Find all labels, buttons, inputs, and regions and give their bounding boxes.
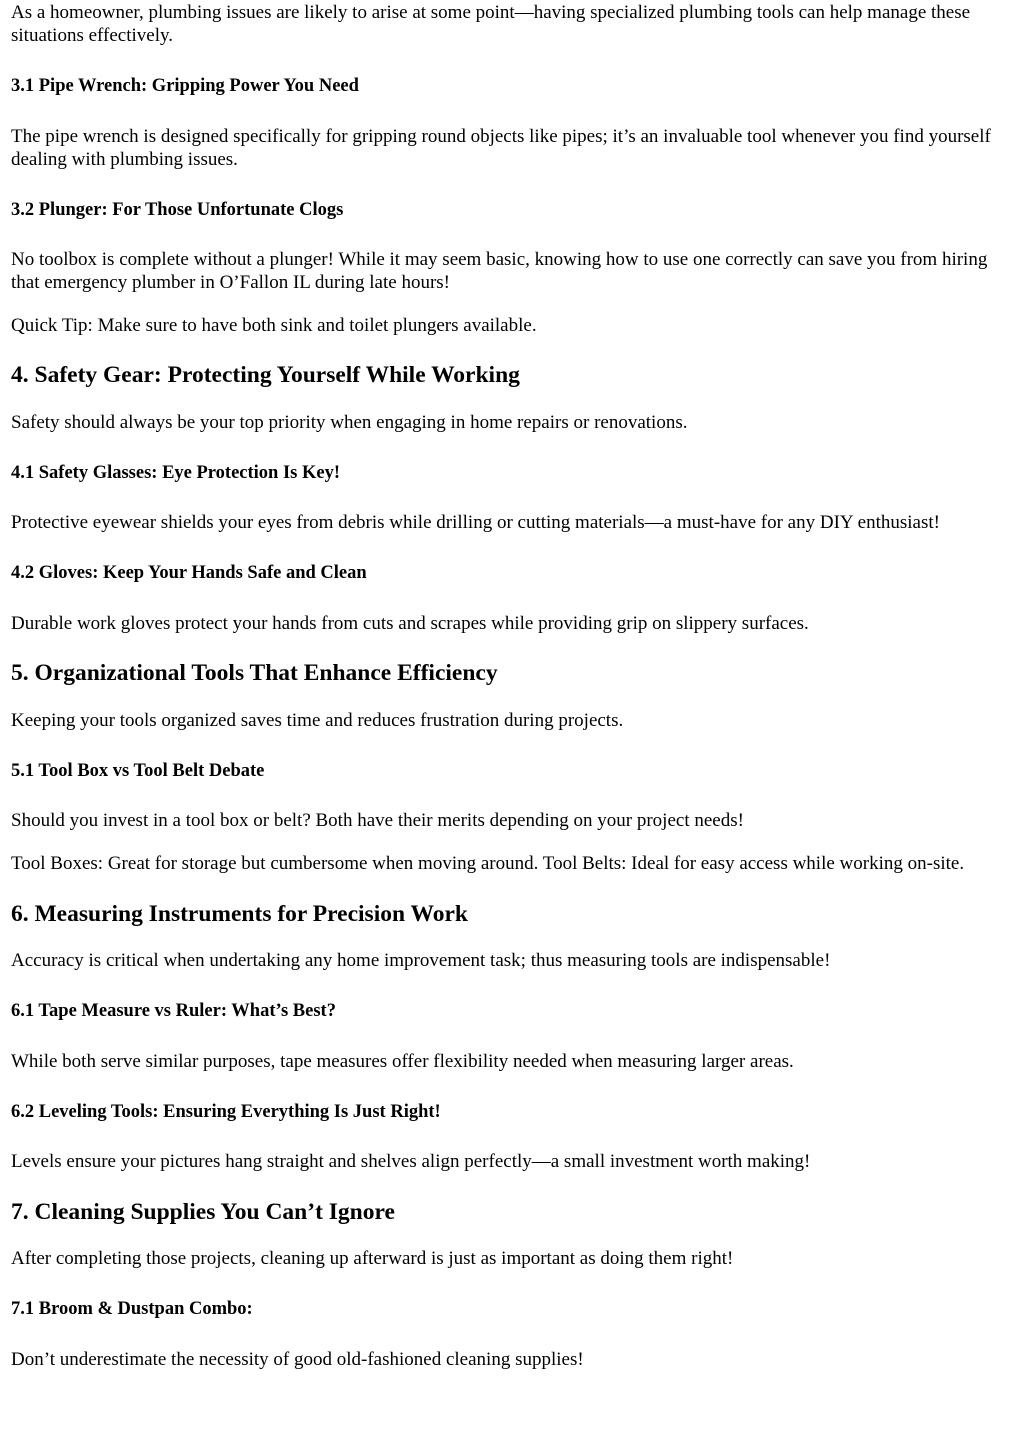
paragraph-safety-gear: Safety should always be your top priority when engaging in home repairs or renovations.: [11, 412, 688, 433]
paragraph-safety-glasses: Protective eyewear shields your eyes from debris while drilling or cutting materials—a must-have for any DIY enthusiast!: [11, 512, 940, 533]
heading-plunger: 3.2 Plunger: For Those Unfortunate Clogs: [11, 200, 344, 220]
heading-safety-gear: 4. Safety Gear: Protecting Yourself While Working: [11, 362, 520, 388]
paragraph-pipe-wrench: The pipe wrench is designed specifically for gripping round objects like pipes; it’s an invaluable tool whenever you find yourself dealing with plumbing issues.: [11, 126, 991, 170]
paragraph-organizational-tools: Keeping your tools organized saves time and reduces frustration during projects.: [11, 710, 624, 731]
heading-measuring-instruments: 6. Measuring Instruments for Precision Work: [11, 901, 468, 927]
paragraph-measuring-instruments: Accuracy is critical when undertaking any home improvement task; thus measuring tools are indispensable!: [11, 950, 831, 971]
article-body: [11, 0, 1014, 1371]
paragraph-tool-comparison: Tool Boxes: Great for storage but cumbersome when moving around. Tool Belts: Ideal for easy access while working on-site.: [11, 853, 965, 874]
paragraph-broom-dustpan: Don’t underestimate the necessity of good old-fashioned cleaning supplies!: [11, 1349, 584, 1370]
heading-leveling-tools: 6.2 Leveling Tools: Ensuring Everything Is Just Right!: [11, 1102, 441, 1122]
heading-tape-measure: 6.1 Tape Measure vs Ruler: What’s Best?: [11, 1001, 336, 1021]
paragraph-plunger-tip: Quick Tip: Make sure to have both sink and toilet plungers available.: [11, 315, 537, 336]
heading-cleaning-supplies: 7. Cleaning Supplies You Can’t Ignore: [11, 1199, 395, 1225]
intro-paragraph: As a homeowner, plumbing issues are likely to arise at some point—having specialized plumbing tools can help manage these situations effectively.: [11, 2, 971, 46]
heading-pipe-wrench: 3.1 Pipe Wrench: Gripping Power You Need: [11, 76, 359, 96]
paragraph-cleaning-supplies: After completing those projects, cleaning up afterward is just as important as doing them right!: [11, 1248, 734, 1269]
heading-broom-dustpan: 7.1 Broom & Dustpan Combo:: [11, 1299, 253, 1319]
paragraph-plunger: No toolbox is complete without a plunger! While it may seem basic, knowing how to use one correctly can save you from hiring that emergency plumber in O’Fallon IL during late hours!: [11, 249, 988, 293]
heading-gloves: 4.2 Gloves: Keep Your Hands Safe and Clean: [11, 563, 367, 583]
heading-tool-box-vs-belt: 5.1 Tool Box vs Tool Belt Debate: [11, 761, 265, 781]
paragraph-tool-box-vs-belt: Should you invest in a tool box or belt? Both have their merits depending on your project needs!: [11, 810, 744, 831]
paragraph-gloves: Durable work gloves protect your hands from cuts and scrapes while providing grip on slippery surfaces.: [11, 613, 809, 634]
heading-organizational-tools: 5. Organizational Tools That Enhance Efficiency: [11, 660, 498, 686]
paragraph-tape-measure: While both serve similar purposes, tape measures offer flexibility needed when measuring larger areas.: [11, 1051, 794, 1072]
heading-safety-glasses: 4.1 Safety Glasses: Eye Protection Is Key!: [11, 463, 341, 483]
paragraph-leveling-tools: Levels ensure your pictures hang straight and shelves align perfectly—a small investment worth making!: [11, 1151, 811, 1172]
